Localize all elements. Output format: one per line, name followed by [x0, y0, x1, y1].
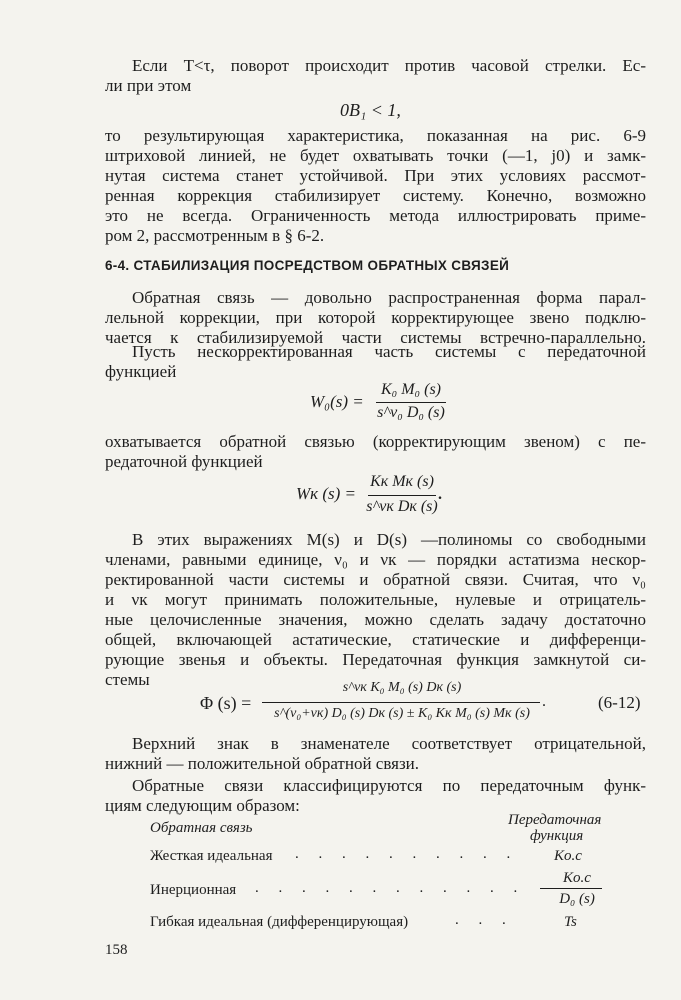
- paragraph2-line3: нутая система станет устойчивой. При этих условиях рассмот-: [105, 166, 646, 185]
- paragraph1-line1: Если T<τ, поворот происходит против часовой стрелки. Ес-: [132, 56, 646, 75]
- formula-phi-denominator: s^(ν₀+νк) D₀ (s) Dк (s) ± K₀ Kк M₀ (s) Mк (s): [274, 706, 530, 721]
- paragraph7-line2: нижний — положительной обратной связи.: [105, 754, 420, 773]
- formula-wk-lhs: Wк (s) =: [296, 484, 357, 503]
- paragraph3-line2: лельной коррекции, при которой корректирующее звено подклю-: [105, 308, 646, 327]
- paragraph5-line1: охватывается обратной связью (корректирующим звеном) с пе-: [105, 432, 646, 451]
- table-header-transfer-line1: Передаточная: [508, 812, 602, 828]
- formula-w0-numerator: K₀ M₀ (s): [380, 381, 441, 398]
- leader-dots: . . . . . . . . . . . .: [255, 880, 526, 896]
- formula-w0-lhs: W₀(s) =: [310, 392, 364, 411]
- paragraph8-line1: Обратные связи классифицируются по передаточным функ-: [132, 776, 646, 795]
- paragraph6-line3: ректированной части системы и обратной связи. Считая, что ν₀: [105, 570, 646, 589]
- paragraph1-line2: ли при этом: [105, 76, 192, 95]
- table-row-transfer-function: Kо.с: [554, 848, 582, 864]
- paragraph2-line4: ренная коррекция стабилизирует систему. Конечно, возможно: [105, 186, 646, 205]
- formula-w0-fraction-bar: [376, 402, 446, 403]
- formula-phi-fraction-bar: [262, 702, 540, 703]
- table-row-name: Гибкая идеальная (дифференцирующая): [150, 914, 409, 930]
- paragraph6-line4: и νк могут принимать положительные, нулевые и отрицатель-: [105, 590, 646, 609]
- formula-phi-period: .: [542, 693, 546, 710]
- table-header-transfer-line2: функция: [530, 828, 584, 844]
- paragraph2-line5: это не всегда. Ограниченность метода иллюстрировать приме-: [105, 206, 646, 225]
- paragraph6-line5: ные целочисленные значения, можно сделать задачу достаточно: [105, 610, 646, 629]
- inequality-formula: 0B₁ < 1,: [340, 100, 401, 120]
- formula-wk-numerator: Kк Mк (s): [370, 473, 434, 490]
- paragraph4-line2: функцией: [105, 362, 177, 381]
- table-row-tf-numerator: Kо.с: [563, 870, 591, 886]
- formula-wk-denominator: s^νк Dк (s): [366, 498, 438, 515]
- paragraph6-line7: рующие звенья и объекты. Передаточная функция замкнутой си-: [105, 650, 646, 669]
- table-header-feedback: Обратная связь: [150, 820, 253, 836]
- paragraph2-line1: то результирующая характеристика, показанная на рис. 6-9: [105, 126, 646, 145]
- page-number: 158: [105, 942, 128, 958]
- formula-wk-fraction-bar: [368, 495, 436, 496]
- leader-dots: . . . . . . . . . .: [295, 846, 519, 862]
- paragraph6-line6: общей, включающей астатические, статические и дифференци-: [105, 630, 646, 649]
- paragraph5-line2: редаточной функцией: [105, 452, 263, 471]
- paragraph6-line8: стемы: [105, 670, 150, 689]
- formula-wk-period: .: [438, 486, 442, 503]
- formula-phi-lhs: Φ (s) =: [200, 693, 252, 713]
- formula-w0-denominator: s^ν₀ D₀ (s): [377, 404, 445, 421]
- paragraph4-line1: Пусть нескорректированная часть системы с передаточной: [132, 342, 646, 361]
- table-row-name: Жесткая идеальная: [150, 848, 273, 864]
- paragraph7-line1: Верхний знак в знаменателе соответствует отрицательной,: [132, 734, 646, 753]
- leader-dots: . . .: [455, 912, 514, 928]
- section-heading: 6-4. СТАБИЛИЗАЦИЯ ПОСРЕДСТВОМ ОБРАТНЫХ СВЯЗЕЙ: [105, 258, 510, 273]
- paragraph8-line2: циям следующим образом:: [105, 796, 300, 815]
- paragraph3-line3: чается к стабилизируемой части системы встречно-параллельно.: [105, 328, 646, 347]
- paragraph2-line2: штриховой линией, не будет охватывать точки (—1, j0) и замк-: [105, 146, 646, 165]
- table-row-tf-denominator: D₀ (s): [559, 891, 595, 907]
- paragraph6-line1: В этих выражениях M(s) и D(s) —полиномы со свободными: [132, 530, 646, 549]
- formula-phi-number: (6-12): [598, 693, 641, 712]
- table-row-name: Инерционная: [150, 882, 237, 898]
- paragraph3-line1: Обратная связь — довольно распространенная форма парал-: [132, 288, 646, 307]
- table-row-transfer-function: Ts: [564, 914, 577, 930]
- paragraph2-line6: ром 2, рассмотренным в § 6-2.: [105, 226, 325, 245]
- formula-phi-numerator: s^νк K₀ M₀ (s) Dк (s): [342, 680, 462, 695]
- paragraph6-line2: членами, равными единице, ν₀ и νк — порядки астатизма нескор-: [105, 550, 646, 569]
- table-row-tf-fraction-bar: [540, 888, 602, 889]
